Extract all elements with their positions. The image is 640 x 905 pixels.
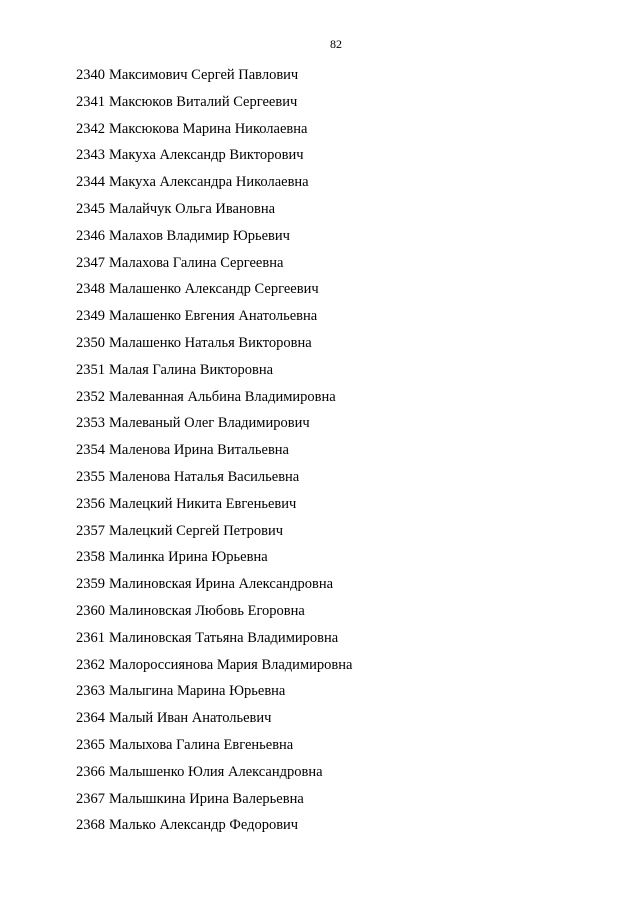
entry-number: 2354: [76, 442, 105, 459]
entry-full-name: Малыхова Галина Евгеньевна: [109, 736, 294, 753]
entry-full-name: Макуха Александра Николаевна: [109, 174, 309, 191]
entry-number: 2360: [76, 602, 105, 619]
list-item: [76, 414, 352, 441]
entry-full-name: Малеванная Альбина Владимировна: [109, 388, 336, 405]
entry-number: 2341: [76, 93, 105, 110]
list-item: [76, 334, 352, 361]
entry-full-name: Малиновская Ирина Александровна: [109, 576, 334, 593]
entry-number: 2345: [76, 200, 105, 217]
list-item: [76, 629, 352, 656]
entry-number: 2340: [76, 67, 105, 83]
list-item: [76, 602, 352, 629]
list-item: [76, 66, 352, 93]
entry-full-name: Малышенко Юлия Александровна: [109, 763, 323, 780]
entry-full-name: Малашенко Евгения Анатольевна: [109, 308, 318, 325]
name-list: [76, 66, 352, 843]
entry-full-name: Малороссиянова Мария Владимировна: [109, 656, 353, 673]
entry-full-name: Максюкова Марина Николаевна: [109, 120, 308, 137]
entry-number: 2356: [76, 495, 105, 512]
entry-number: 2361: [76, 629, 105, 646]
list-item: [76, 361, 352, 388]
entry-full-name: Малецкий Сергей Петрович: [109, 522, 284, 539]
list-item: [76, 736, 352, 763]
entry-number: 2347: [76, 254, 105, 271]
list-item: [76, 816, 352, 843]
list-item: [76, 682, 352, 709]
entry-number: 2344: [76, 174, 105, 191]
entry-full-name: Малеваный Олег Владимирович: [109, 415, 310, 432]
list-item: [76, 200, 352, 227]
list-item: [76, 93, 352, 120]
entry-full-name: Малецкий Никита Евгеньевич: [109, 495, 297, 512]
entry-full-name: Малько Александр Федорович: [109, 817, 299, 834]
entry-full-name: Маленова Наталья Васильевна: [109, 468, 300, 485]
list-item: [76, 173, 352, 200]
entry-full-name: Малиновская Любовь Егоровна: [109, 602, 305, 619]
entry-number: 2364: [76, 710, 105, 727]
entry-number: 2349: [76, 308, 105, 325]
entry-number: 2342: [76, 120, 105, 137]
list-item: [76, 522, 352, 549]
entry-number: 2368: [76, 817, 105, 834]
entry-number: 2351: [76, 361, 105, 378]
entry-full-name: Малиновская Татьяна Владимировна: [109, 629, 339, 646]
list-item: [76, 468, 352, 495]
list-item: [76, 548, 352, 575]
entry-number: 2352: [76, 388, 105, 405]
entry-number: 2363: [76, 683, 105, 700]
list-item: [76, 709, 352, 736]
entry-full-name: Малахова Галина Сергеевна: [109, 254, 284, 271]
entry-number: 2355: [76, 468, 105, 485]
entry-full-name: Малахов Владимир Юрьевич: [109, 227, 290, 244]
list-item: [76, 307, 352, 334]
list-item: [76, 227, 352, 254]
entry-number: 2348: [76, 281, 105, 298]
entry-full-name: Малая Галина Викторовна: [109, 361, 274, 378]
list-item: [76, 575, 352, 602]
entry-number: 2346: [76, 227, 105, 244]
list-item: [76, 495, 352, 522]
entry-full-name: Малыгина Марина Юрьевна: [109, 683, 286, 700]
list-item: [76, 120, 352, 147]
entry-number: 2350: [76, 334, 105, 351]
page-number: 82: [330, 37, 342, 51]
entry-number: 2343: [76, 147, 105, 164]
list-item: [76, 790, 352, 817]
entry-full-name: Малашенко Александр Сергеевич: [109, 281, 319, 298]
list-item: [76, 280, 352, 307]
list-item: [76, 146, 352, 173]
list-item: [76, 254, 352, 281]
entry-number: 2358: [76, 549, 105, 566]
entry-full-name: Максюков Виталий Сергеевич: [109, 93, 298, 110]
list-item: [76, 656, 352, 683]
entry-full-name: Малинка Ирина Юрьевна: [109, 549, 268, 566]
entry-number: 2366: [76, 763, 105, 780]
list-item: [76, 441, 352, 468]
entry-number: 2359: [76, 576, 105, 593]
entry-number: 2357: [76, 522, 105, 539]
list-item: [76, 763, 352, 790]
entry-full-name: Малый Иван Анатольевич: [109, 710, 272, 727]
entry-number: 2362: [76, 656, 105, 673]
list-item: [76, 388, 352, 415]
entry-full-name: Макуха Александр Викторович: [109, 147, 304, 164]
entry-number: 2367: [76, 790, 105, 807]
entry-number: 2353: [76, 415, 105, 432]
entry-full-name: Малышкина Ирина Валерьевна: [109, 790, 304, 807]
entry-full-name: Максимович Сергей Павлович: [109, 67, 299, 83]
entry-number: 2365: [76, 736, 105, 753]
entry-full-name: Малашенко Наталья Викторовна: [109, 334, 312, 351]
entry-full-name: Малайчук Ольга Ивановна: [109, 200, 276, 217]
entry-full-name: Маленова Ирина Витальевна: [109, 442, 289, 459]
